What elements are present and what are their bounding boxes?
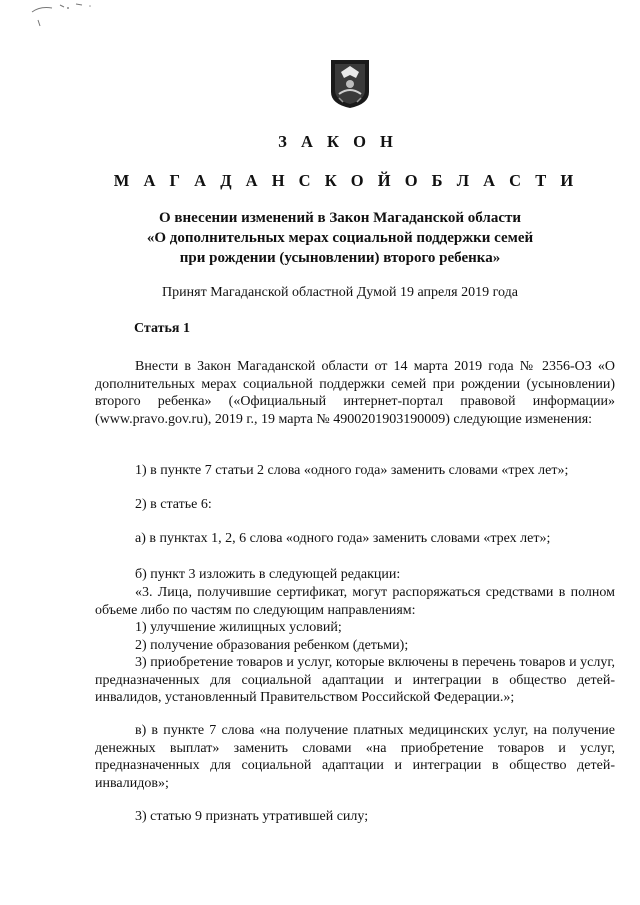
coat-of-arms-icon bbox=[329, 58, 371, 110]
scan-artifact bbox=[30, 2, 110, 32]
quoted-subitem-3: 3) приобретение товаров и услуг, которые включены в перечень товаров и услуг, предназначенных для социальной адаптации и интеграции в общество детей-инвалидов, установленный Правительством Российской Федерации.»; bbox=[95, 655, 615, 706]
region-title: М А Г А Д А Н С К О Й О Б Л А С Т И bbox=[113, 171, 579, 190]
item-3: 3) статью 9 признать утратившей силу; bbox=[135, 809, 369, 824]
quoted-paragraph-3: «3. Лица, получившие сертификат, могут распоряжаться средствами в полном объеме либо по частям по следующим направлениям: bbox=[95, 585, 615, 618]
law-subject bbox=[120, 208, 560, 268]
item-1: 1) в пункте 7 статьи 2 слова «одного года» заменить словами «трех лет»; bbox=[135, 463, 569, 478]
adoption-note: Принят Магаданской областной Думой 19 апреля 2019 года bbox=[162, 285, 518, 300]
item-2: 2) в статье 6: bbox=[135, 497, 212, 512]
article-heading: Статья 1 bbox=[134, 321, 190, 336]
subject-line: О внесении изменений в Закон Магаданской области bbox=[159, 210, 521, 226]
article-intro-paragraph: Внести в Закон Магаданской области от 14 марта 2019 года № 2356-ОЗ «О дополнительных мерах социальной поддержки семей при рождении (усыновлении) второго ребенка» («Официальный интернет-портал правовой информации» (www.pravo.gov.ru), 2019 г., 19 марта № 4900201903190009) следующие изменения: bbox=[95, 359, 615, 427]
subject-line: при рождении (усыновлении) второго ребенка» bbox=[179, 250, 501, 266]
item-2v: в) в пункте 7 слова «на получение платных медицинских услуг, на получение денежных выплат» заменить словами «на приобретение товаров и услуг, предназначенных для социальной адаптации и интеграции в общество детей-инвалидов»; bbox=[95, 723, 615, 791]
document-type-title: З А К О Н bbox=[278, 132, 398, 151]
quoted-subitem-2: 2) получение образования ребенком (детьми); bbox=[135, 638, 409, 653]
item-2b: б) пункт 3 изложить в следующей редакции: bbox=[135, 567, 401, 582]
item-2a: а) в пунктах 1, 2, 6 слова «одного года» заменить словами «трех лет»; bbox=[135, 531, 551, 546]
subject-line: «О дополнительных мерах социальной поддержки семей bbox=[146, 230, 534, 246]
quoted-subitem-1: 1) улучшение жилищных условий; bbox=[135, 620, 342, 635]
